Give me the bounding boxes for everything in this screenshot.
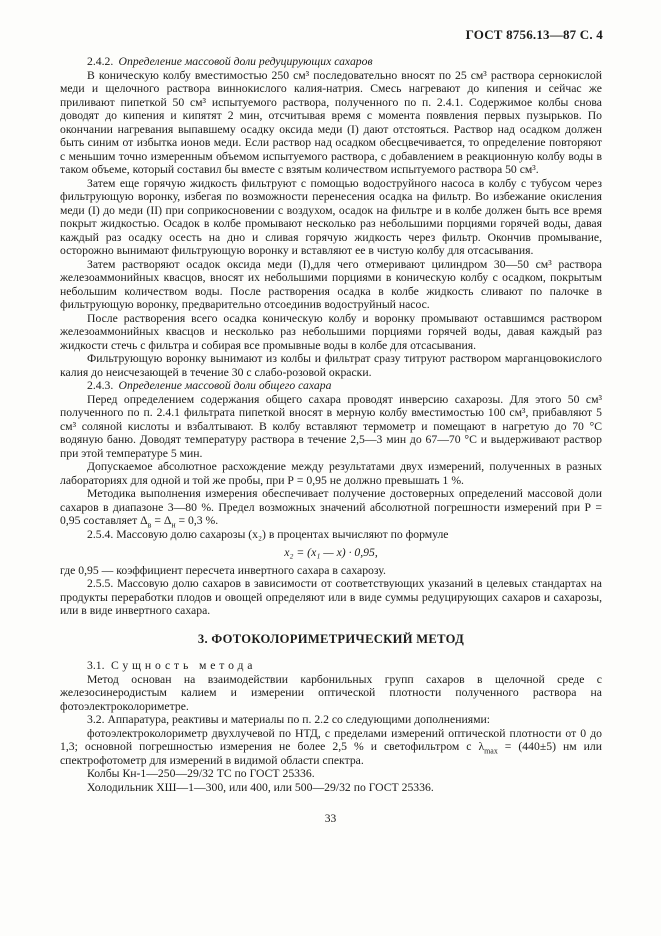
section-heading-2-4-2 — [60, 55, 602, 69]
gost-header: ГОСТ 8756.13—87 С. 4 — [465, 27, 603, 42]
para-allowed-divergence: Допускаемое абсолютное расхождение между результатами двух измерений, полученных в разных лабораториях для одной и той же пробы, при Р = 0,95 не должно превышать 1 %. — [60, 460, 602, 487]
accuracy-text-1: Методика выполнения измерения обеспечивает получение достоверных определений массовой доли сахаров в диапазоне 3—80 %. Предел возможных значений абсолютной погрешности измерений при Р = 0,95 составляет Δ — [60, 487, 602, 527]
section-number: 2.4.2. — [87, 55, 114, 68]
para-sugar-expression: 2.5.5. Массовую долю сахаров в зависимости от соответствующих указаний в целевых стандартах на продукты переработки плодов и овощей определяют или в виде суммы редуцирующих сахаров и сахарозы, или в виде инвертного сахара. — [60, 577, 602, 617]
heading-method-essence — [60, 659, 602, 673]
section-number: 2.4.3. — [87, 379, 114, 392]
para-reducing-sugars-4: После растворения всего осадка коническую колбу и воронку промывают оставшимся раствором железоаммонийных квасцов и несколько раз небольшими порциями горячей воды, давая каждый раз жидкости стечь с фильтра и собирая все промывные воды в колбе для отсасывания. — [60, 311, 602, 352]
para-total-sugar-inversion: Перед определением содержания общего сахара проводят инверсию сахарозы. Для этого 50 см³ полученного по п. 2.4.1 фильтрата пипеткой вносят в мерную колбу вместимостью 100 см³, прибавляют 5 см³ соляной кислоты и взбалтывают. В колбу вставляют термометр и помещают в нагретую до 70 °С водяную баню. Доводят температуру раствора в течение 2,5—3 мин до 67—70 °С и выдерживают раствор при этой температуре 5 мин. — [60, 392, 602, 460]
specs-text-2: = (440±5) нм или спектрофотометр для измерений в видимой области спектра. — [60, 740, 602, 767]
delta-subscript-n: н — [171, 520, 176, 530]
subsection-title: Сущность метода — [110, 659, 257, 672]
page-number: 33 — [324, 813, 337, 825]
accuracy-text-2: = Δ — [151, 514, 172, 527]
heading-photocolorimetric-method: 3. ФОТОКОЛОРИМЕТРИЧЕСКИЙ МЕТОД — [197, 631, 465, 646]
para-apparatus-intro: 3.2. Аппаратура, реактивы и материалы по п. 2.2 со следующими дополнениями: — [87, 713, 490, 726]
section-title: Определение массовой доли общего сахара — [118, 379, 332, 392]
para-photocolorimeter-specs — [60, 727, 602, 768]
sucrose-formula: x₂ = (x₁ — x) · 0,95, — [284, 546, 378, 559]
section-title: Определение массовой доли редуцирующих сахаров — [118, 55, 373, 68]
accuracy-text-3: = 0,3 %. — [175, 514, 219, 527]
para-reducing-sugars-1: В коническую колбу вместимостью 250 см³ последовательно вносят по 25 см³ раствора сернокислой меди и щелочного раствора виннокислого калия-натрия. Смесь нагревают до кипения и сейчас же приливают пипеткой 50 см³ испытуемого раствора, полученного по п. 2.4.1. Содержимое колбы снова доводят до кипения и кипятят 2 мин, отсчитывая время с момента появления первых пузырьков. По окончании нагревания выпавшему осадку оксида меди (I) дают отстояться. Раствор над осадком должен быть синим от избытка ионов меди. Если раствор над осадком обесцвечивается, то определение повторяют с меньшим точно измеренным объемом испытуемого раствора, с добавлением в реакционную колбу воды в таком объеме, который составил бы вместе с взятым количеством испытуемого раствора 50 см³. — [60, 68, 602, 176]
para-reducing-sugars-3: Затем растворяют осадок оксида меди (I),для чего отмеривают цилиндром 30—50 см³ раствора железоаммонийных квасцов, вносят их небольшими порциями в коническую колбу с осадком, покрытым небольшим количеством воды. После растворения осадка в колбе жидкость сливают по палочке в фильтрующую воронку, предварительно отсоединив водоструйный насос. — [60, 257, 602, 311]
para-method-basis: Метод основан на взаимодействии карбонильных групп сахаров в щелочной среде с железосинеродистым калием и измерении оптической плотности полученного раствора на фотоэлектроколориметре. — [60, 672, 602, 713]
para-measurement-accuracy — [60, 487, 602, 528]
section-heading-2-4-3 — [60, 379, 602, 393]
delta-subscript-v: в — [147, 520, 152, 530]
para-flasks: Колбы Кн-1—250—29/32 ТС по ГОСТ 25336. — [87, 767, 315, 780]
specs-text-1: фотоэлектроколориметр двухлучевой по НТД, с пределами измерений оптической плотности от 0 до 1,3; основной погрешностью измерения не более 2,5 % и светофильтром с λ — [60, 726, 602, 753]
para-sucrose-formula-intro: 2.5.4. Массовую долю сахарозы (x₂) в процентах вычисляют по формуле — [87, 527, 449, 541]
subsection-number: 3.1. — [87, 659, 105, 672]
document-body — [60, 55, 602, 794]
formula-note: где 0,95 — коэффициент пересчета инвертного сахара в сахарозу. — [60, 563, 386, 577]
lambda-subscript-max: max — [484, 746, 498, 756]
para-reducing-sugars-5: Фильтрующую воронку вынимают из колбы и фильтрат сразу титруют раствором марганцовокислого калия до неисчезающей в течение 30 с слабо-розовой окраски. — [60, 352, 602, 379]
para-reducing-sugars-2: Затем еще горячую жидкость фильтруют с помощью водоструйного насоса в колбу с тубусом через фильтрующую воронку, избегая по возможности перенесения осадка на фильтр. Во избежание окисления меди (I) до меди (II) при соприкосновении с воздухом, осадок на фильтре и в колбе должен быть все время покрыт жидкостью. Осадок в колбе промывают несколько раз небольшими порциями горячей воды, давая каждый раз осадку осесть на дно и сливая горячую жидкость через фильтр. Окончив промывание, осторожно вынимают фильтрующую воронку и вставляют ее в чистую колбу для отсасывания. — [60, 176, 602, 257]
para-condenser: Холодильник ХШ—1—300, или 400, или 500—29/32 по ГОСТ 25336. — [87, 780, 434, 794]
